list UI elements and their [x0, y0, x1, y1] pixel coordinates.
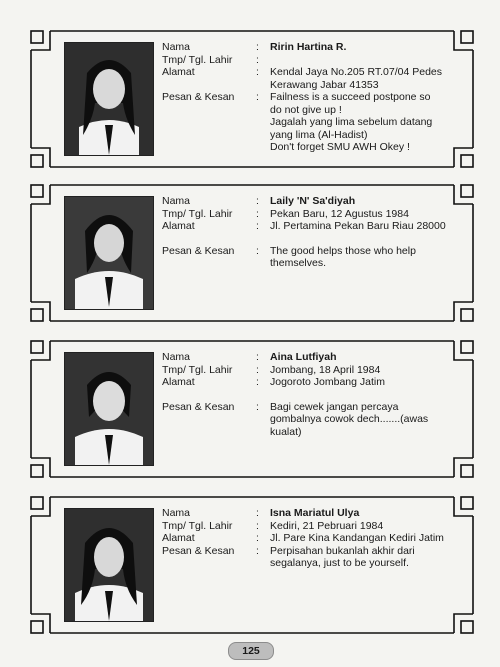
address: Jl. Pare Kina Kandangan Kediri Jatim: [270, 532, 444, 544]
student-photo: [64, 352, 154, 466]
student-name: Laily 'N' Sa'diyah: [270, 195, 356, 207]
message: Failness is a succeed postpone so do not give up ! Jagalah yang lima sebelum datang yang lima (Al-Hadist) Don't forget SMU AWH Okey !: [270, 91, 433, 153]
address: Kendal Jaya No.205 RT.07/04 Pedes Kerawang Jabar 41353: [270, 66, 443, 91]
address: Jl. Pertamina Pekan Baru Riau 28000: [270, 220, 446, 232]
student-photo: [64, 42, 154, 156]
profile-card-3: [28, 338, 476, 480]
label-ttl: Tmp/ Tgl. Lahir: [162, 207, 233, 220]
birth-info: Kediri, 21 Pebruari 1984: [270, 519, 384, 532]
profile-info: Nama : Laily 'N' Sa'diyah Tmp/ Tgl. Lahir : Pekan Baru, 12 Agustus 1984 Alamat : Jl. Pertamina Pekan Baru Riau 28000 Pesan & Kesan : The good helps those who help themselves.: [162, 195, 462, 270]
birth-info: Jombang, 18 April 1984: [270, 363, 381, 376]
birth-info: [270, 54, 462, 67]
label-nama: Nama: [162, 507, 191, 519]
message: The good helps those who help themselves.: [270, 244, 416, 269]
label-alamat: Alamat: [162, 220, 195, 232]
message: Perpisahan bukanlah akhir dari segalanya, just to be yourself.: [270, 544, 415, 569]
label-pesan: Pesan & Kesan: [162, 544, 235, 557]
label-ttl: Tmp/ Tgl. Lahir: [162, 53, 233, 66]
profile-info: Nama : Isna Mariatul Ulya Tmp/ Tgl. Lahir : Kediri, 21 Pebruari 1984 Alamat : Jl. Pare Kina Kandangan Kediri Jatim Pesan & Kesan : Perpisahan bukanlah akhir dari segalanya, just to be yourself.: [162, 507, 462, 570]
label-alamat: Alamat: [162, 66, 195, 78]
label-alamat: Alamat: [162, 376, 195, 388]
label-nama: Nama: [162, 41, 191, 53]
profile-card-4: [28, 494, 476, 636]
label-nama: Nama: [162, 195, 191, 207]
address: Jogoroto Jombang Jatim: [270, 376, 385, 388]
label-pesan: Pesan & Kesan: [162, 244, 235, 257]
message: Bagi cewek jangan percaya gombalnya cowok dech.......(awas kualat): [270, 400, 429, 438]
label-ttl: Tmp/ Tgl. Lahir: [162, 519, 233, 532]
student-photo: [64, 508, 154, 622]
label-pesan: Pesan & Kesan: [162, 91, 235, 103]
label-pesan: Pesan & Kesan: [162, 400, 235, 413]
label-ttl: Tmp/ Tgl. Lahir: [162, 363, 233, 376]
profile-info: Nama : Aina Lutfiyah Tmp/ Tgl. Lahir : Jombang, 18 April 1984 Alamat : Jogoroto Jombang Jatim Pesan & Kesan : Bagi cewek jangan percaya gombalnya cowok dech.......(awas kualat): [162, 351, 462, 438]
student-name: Aina Lutfiyah: [270, 351, 337, 363]
student-name: Isna Mariatul Ulya: [270, 507, 360, 519]
profile-card-1: [28, 28, 476, 170]
page-number: 125: [228, 642, 274, 660]
label-alamat: Alamat: [162, 532, 195, 544]
profile-info: Nama : Ririn Hartina R. Tmp/ Tgl. Lahir : Alamat : Kendal Jaya No.205 RT.07/04 Pedes Kerawang Jabar 41353 Pesan & Kesan : Failness is a succeed postpone so do not give up ! Jagalah yang lima sebelum datang yang lima (Al-Hadist) Don't forget SMU AWH Okey !: [162, 41, 462, 154]
label-nama: Nama: [162, 351, 191, 363]
profile-card-2: [28, 182, 476, 324]
student-name: Ririn Hartina R.: [270, 41, 347, 53]
student-photo: [64, 196, 154, 310]
birth-info: Pekan Baru, 12 Agustus 1984: [270, 207, 409, 220]
